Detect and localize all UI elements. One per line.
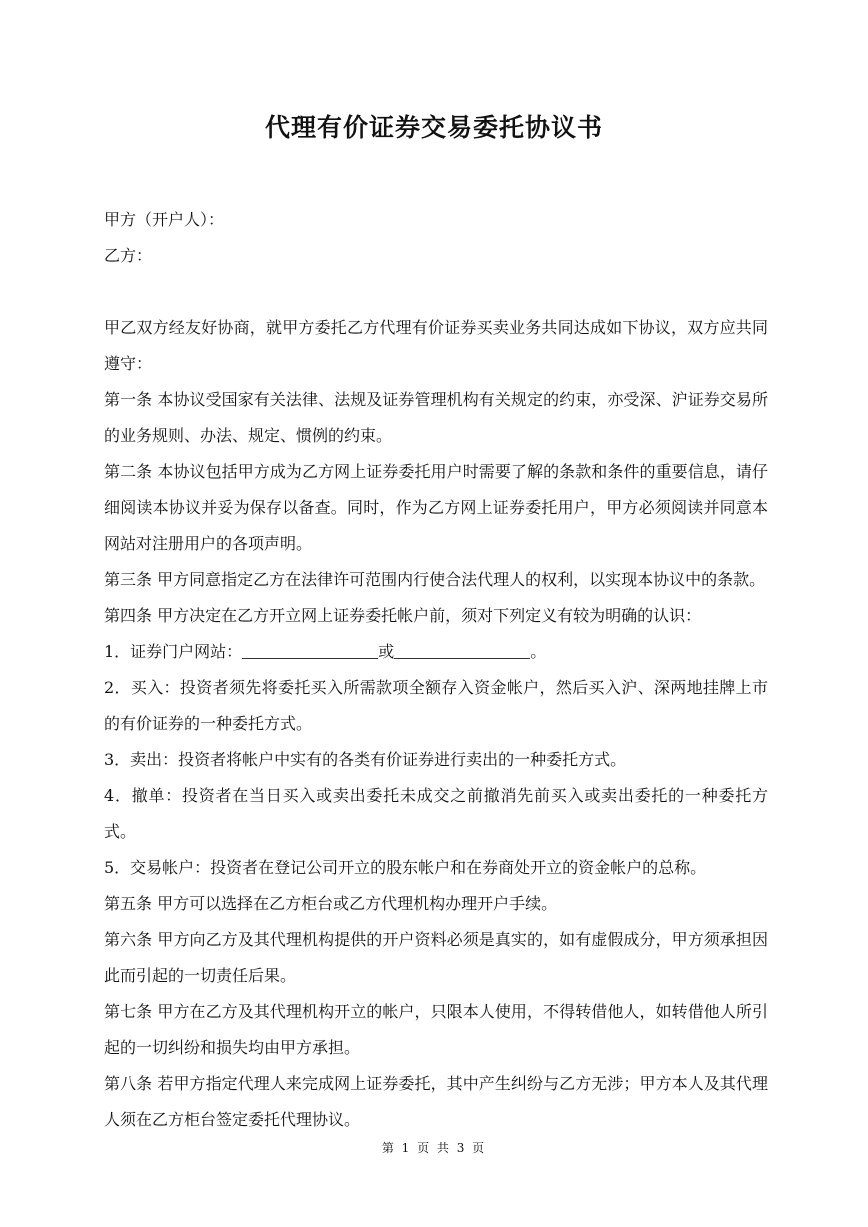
blank-field [394,640,530,659]
article-1: 第一条 本协议受国家有关法律、法规及证券管理机构有关规定的约束，亦受深、沪证券交易所的业务规则、办法、规定、惯例的约束。 [104,390,768,445]
party-b-line: 乙方： [104,246,153,265]
party-a-line: 甲方（开户人）： [104,210,225,229]
document-body [104,202,768,1138]
definition-1-end: 。 [530,642,547,661]
spacer [104,274,768,310]
blank-field [242,640,378,659]
definition-3: 3．卖出：投资者将帐户中实有的各类有价证券进行卖出的一种委托方式。 [104,750,627,769]
article-6: 第六条 甲方向乙方及其代理机构提供的开户资料必须是真实的，如有虚假成分，甲方须承担因此而引起的一切责任后果。 [104,930,768,985]
article-4: 第四条 甲方决定在乙方开立网上证券委托帐户前，须对下列定义有较为明确的认识： [104,606,702,625]
article-5: 第五条 甲方可以选择在乙方柜台或乙方代理机构办理开户手续。 [104,894,558,913]
definition-5: 5．交易帐户：投资者在登记公司开立的股东帐户和在券商处开立的资金帐户的总称。 [104,858,707,877]
page-number: 第 1 页 共 3 页 [381,1141,487,1155]
page-title: 代理有价证券交易委托协议书 [264,113,603,142]
definition-1 [104,634,768,670]
definition-1-or: 或 [378,642,395,661]
article-2: 第二条 本协议包括甲方成为乙方网上证券委托用户时需要了解的条款和条件的重要信息，请仔细阅读本协议并妥为保存以备查。同时，作为乙方网上证券委托用户，甲方必须阅读并同意本网站对注册用户的各项声明。 [104,462,768,553]
intro-paragraph: 甲乙双方经友好协商，就甲方委托乙方代理有价证券买卖业务共同达成如下协议，双方应共同遵守： [104,318,768,373]
article-3: 第三条 甲方同意指定乙方在法律许可范围内行使合法代理人的权利，以实现本协议中的条款。 [104,570,766,589]
article-8: 第八条 若甲方指定代理人来完成网上证券委托，其中产生纠纷与乙方无涉；甲方本人及其代理人须在乙方柜台签定委托代理协议。 [104,1074,768,1129]
article-7: 第七条 甲方在乙方及其代理机构开立的帐户，只限本人使用，不得转借他人，如转借他人所引起的一切纠纷和损失均由甲方承担。 [104,1002,768,1057]
definition-1-label: 1．证券门户网站： [104,642,243,661]
definition-4: 4．撤单：投资者在当日买入或卖出委托未成交之前撤消先前买入或卖出委托的一种委托方式。 [104,786,768,841]
definition-2: 2．买入：投资者须先将委托买入所需款项全额存入资金帐户，然后买入沪、深两地挂牌上市的有价证券的一种委托方式。 [104,678,768,733]
